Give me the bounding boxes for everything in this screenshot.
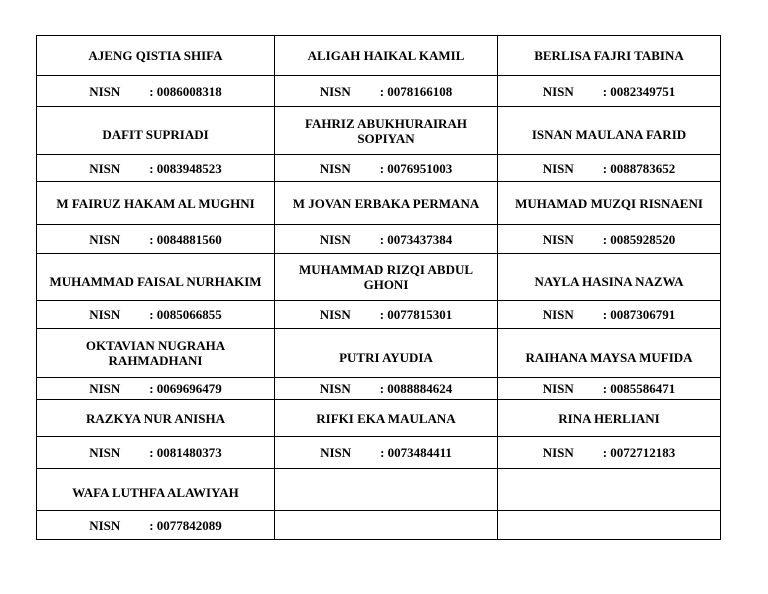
name-row <box>37 182 721 225</box>
student-name: ALIGAH HAIKAL KAMIL <box>275 36 498 76</box>
student-name: RAIHANA MAYSA MUFIDA <box>498 329 721 378</box>
student-nisn <box>275 225 498 254</box>
nisn-row <box>37 76 721 107</box>
student-nisn <box>275 76 498 107</box>
nisn-label: NISN <box>89 307 121 322</box>
student-name: WAFA LUTHFA ALAWIYAH <box>37 469 275 511</box>
student-nisn <box>275 155 498 182</box>
student-nisn <box>275 301 498 329</box>
nisn-value: : 0072712183 <box>602 445 676 460</box>
nisn-label: NISN <box>89 445 121 460</box>
student-name: NAYLA HASINA NAZWA <box>498 254 721 301</box>
student-name: RAZKYA NUR ANISHA <box>37 400 275 437</box>
nisn-value: : 0084881560 <box>149 231 222 247</box>
empty-cell <box>275 511 498 540</box>
name-row <box>37 400 721 437</box>
nisn-label: NISN <box>319 231 351 247</box>
nisn-label: NISN <box>542 231 574 247</box>
nisn-value: : 0085928520 <box>602 231 676 247</box>
name-row <box>37 254 721 301</box>
student-nisn <box>275 378 498 400</box>
student-name: DAFIT SUPRIADI <box>37 107 275 155</box>
student-nisn <box>37 301 275 329</box>
nisn-value: : 0077815301 <box>379 307 453 322</box>
nisn-label: NISN <box>89 160 121 176</box>
student-nisn <box>37 155 275 182</box>
nisn-value: : 0073437384 <box>379 231 453 247</box>
student-name: OKTAVIAN NUGRAHA RAHMADHANI <box>37 329 275 378</box>
empty-cell <box>498 469 721 511</box>
student-name: FAHRIZ ABUKHURAIRAH SOPIYAN <box>275 107 498 155</box>
nisn-label: NISN <box>542 381 574 396</box>
name-row <box>37 469 721 511</box>
name-row <box>37 36 721 76</box>
nisn-label: NISN <box>320 445 352 460</box>
name-row <box>37 329 721 378</box>
student-name: M FAIRUZ HAKAM AL MUGHNI <box>37 182 275 225</box>
student-name: RIFKI EKA MAULANA <box>275 400 498 437</box>
nisn-label: NISN <box>89 517 121 533</box>
nisn-row <box>37 301 721 329</box>
nisn-row <box>37 155 721 182</box>
empty-cell <box>498 511 721 540</box>
nisn-row <box>37 511 721 540</box>
student-name: PUTRI AYUDIA <box>275 329 498 378</box>
nisn-row <box>37 225 721 254</box>
student-nisn <box>37 225 275 254</box>
student-nisn <box>37 76 275 107</box>
nisn-value: : 0087306791 <box>602 307 676 322</box>
nisn-label: NISN <box>319 160 351 176</box>
nisn-value: : 0081480373 <box>149 445 222 460</box>
student-name: RINA HERLIANI <box>498 400 721 437</box>
nisn-label: NISN <box>89 83 121 99</box>
student-name: MUHAMMAD RIZQI ABDUL GHONI <box>275 254 498 301</box>
nisn-row <box>37 378 721 400</box>
student-name: BERLISA FAJRI TABINA <box>498 36 721 76</box>
nisn-value: : 0069696479 <box>149 381 222 396</box>
nisn-value: : 0085586471 <box>602 381 676 396</box>
nisn-label: NISN <box>542 445 574 460</box>
student-nisn <box>498 301 721 329</box>
student-nisn <box>37 437 275 469</box>
student-nisn <box>498 155 721 182</box>
nisn-row <box>37 437 721 469</box>
student-nisn <box>275 437 498 469</box>
student-nisn <box>498 437 721 469</box>
nisn-label: NISN <box>319 83 351 99</box>
student-nisn <box>37 378 275 400</box>
empty-cell <box>275 469 498 511</box>
student-name: AJENG QISTIA SHIFA <box>37 36 275 76</box>
nisn-label: NISN <box>89 381 121 396</box>
nisn-value: : 0073484411 <box>380 445 452 460</box>
nisn-value: : 0088884624 <box>379 381 453 396</box>
student-name: M JOVAN ERBAKA PERMANA <box>275 182 498 225</box>
student-card-table <box>36 35 721 540</box>
nisn-value: : 0077842089 <box>149 517 222 533</box>
student-name: MUHAMMAD FAISAL NURHAKIM <box>37 254 275 301</box>
nisn-value: : 0082349751 <box>602 83 676 99</box>
nisn-value: : 0086008318 <box>149 83 222 99</box>
nisn-value: : 0085066855 <box>149 307 222 322</box>
nisn-value: : 0078166108 <box>379 83 453 99</box>
nisn-label: NISN <box>542 83 574 99</box>
nisn-value: : 0088783652 <box>602 160 676 176</box>
nisn-value: : 0083948523 <box>149 160 222 176</box>
student-nisn <box>498 378 721 400</box>
student-name: MUHAMAD MUZQI RISNAENI <box>498 182 721 225</box>
student-nisn <box>498 76 721 107</box>
nisn-label: NISN <box>319 307 351 322</box>
name-row <box>37 107 721 155</box>
nisn-label: NISN <box>319 381 351 396</box>
student-name: ISNAN MAULANA FARID <box>498 107 721 155</box>
nisn-label: NISN <box>89 231 121 247</box>
nisn-label: NISN <box>542 160 574 176</box>
nisn-value: : 0076951003 <box>379 160 453 176</box>
student-nisn <box>498 225 721 254</box>
nisn-label: NISN <box>542 307 574 322</box>
student-nisn <box>37 511 275 540</box>
